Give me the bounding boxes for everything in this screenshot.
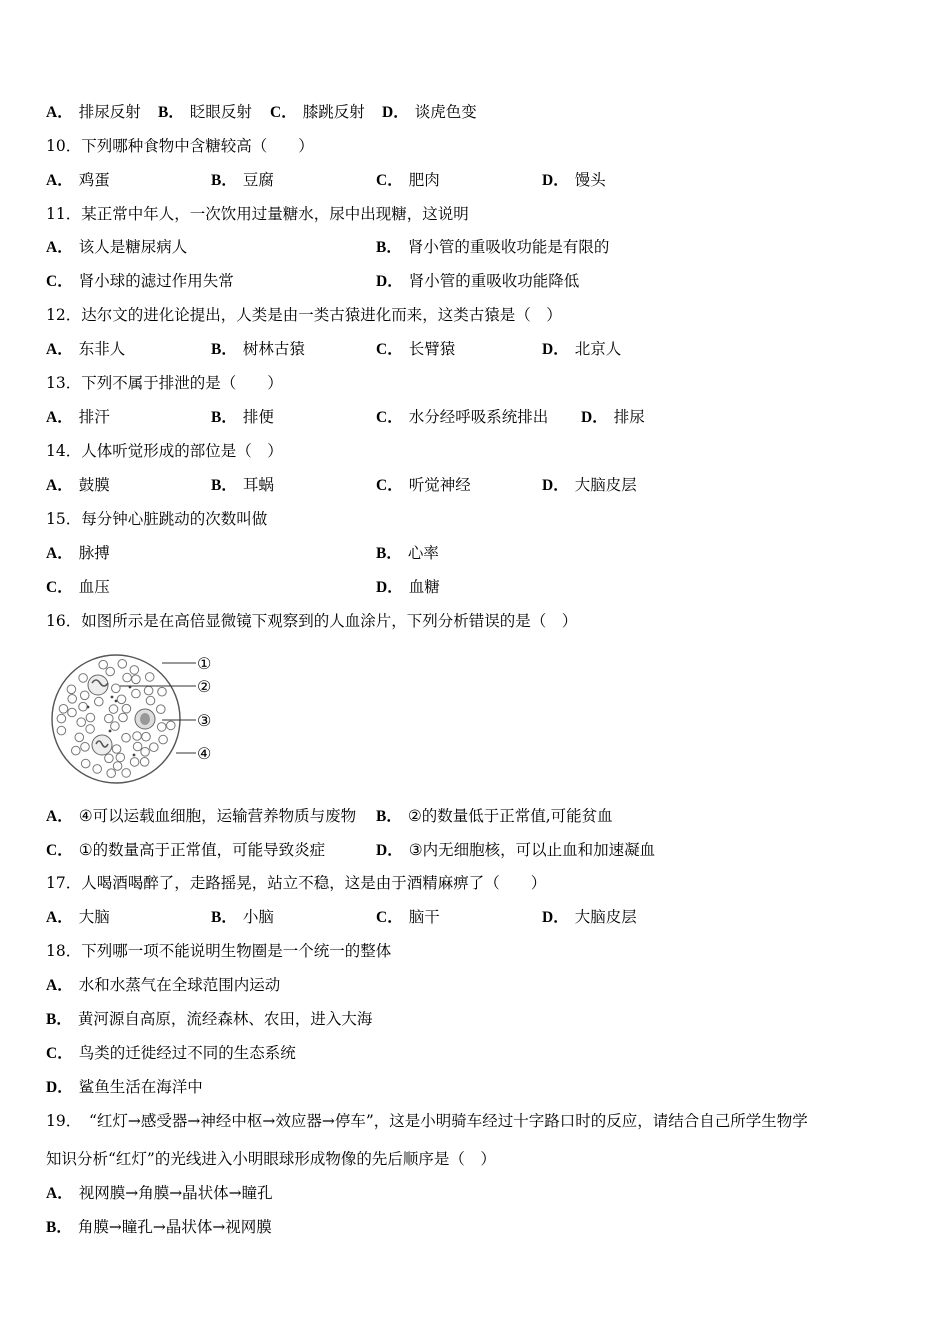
q12-option-d: D． 北京人 (542, 340, 622, 358)
q14-option-a: A． 鼓膜 (46, 476, 110, 494)
platelet (87, 706, 90, 709)
q17-option-d: D． 大脑皮层 (542, 908, 637, 926)
white-blood-cell-3 (92, 735, 112, 755)
q17-option-c: C． 脑干 (376, 908, 440, 926)
q16-stem: 16．如图所示是在高倍显微镜下观察到的人血涂片，下列分析错误的是（ ） (46, 612, 578, 630)
red-blood-cell (86, 713, 95, 722)
q10-options (46, 170, 906, 190)
q13-option-c: C． 水分经呼吸系统排出 (376, 408, 549, 426)
q19-stem-line1: 19． “红灯→感受器→神经中枢→效应器→停车”，这是小明骑车经过十字路口时的反应，请结合自己所学生物学 (46, 1112, 808, 1130)
red-blood-cell (68, 708, 77, 717)
q12-option-a: A． 东非人 (46, 340, 126, 358)
q16-option-d: D． ③内无细胞核，可以止血和加速凝血 (376, 841, 656, 859)
q16-options-row2 (46, 840, 906, 860)
q12-option-c: C． 长臂猿 (376, 340, 456, 358)
red-blood-cell (72, 746, 81, 755)
red-blood-cell (117, 695, 126, 704)
red-blood-cell (106, 667, 115, 676)
q17-stem: 17．人喝酒喝醉了，走路摇晃，站立不稳，这是由于酒精麻痹了（ ） (46, 874, 547, 892)
red-blood-cell (122, 704, 131, 713)
q16-option-a: A． ④可以运载血细胞，运输营养物质与废物 (46, 807, 357, 825)
q16-options-row1 (46, 806, 906, 826)
blood-smear-figure (50, 647, 220, 792)
q11-stem: 11．某正常中年人，一次饮用过量糖水，尿中出现糖，这说明 (46, 205, 469, 223)
red-blood-cell (105, 754, 114, 763)
red-blood-cell (116, 753, 125, 762)
red-blood-cell (132, 675, 141, 684)
red-blood-cell (118, 660, 127, 669)
q15-option-d: D． 血糖 (376, 578, 440, 596)
q10-option-c: C． 肥肉 (376, 171, 440, 189)
q11-option-a: A． 该人是糖尿病人 (46, 238, 188, 256)
q19-option-a: A． 视网膜→角膜→晶状体→瞳孔 (46, 1184, 273, 1202)
red-blood-cell (130, 758, 139, 767)
platelet (133, 754, 136, 757)
q12-option-b: B． 树林古猿 (211, 340, 305, 358)
red-blood-cell (145, 673, 154, 682)
red-blood-cell (77, 718, 86, 727)
q13-stem: 13．下列不属于排泄的是（ ） (46, 374, 283, 392)
red-blood-cell (146, 696, 155, 705)
red-blood-cell (68, 695, 77, 704)
q9-option-c: C． 膝跳反射 (270, 103, 365, 121)
q9-option-b: B． 眨眼反射 (158, 103, 252, 121)
red-blood-cell (122, 769, 131, 778)
red-blood-cell (132, 689, 141, 698)
red-blood-cell (113, 762, 122, 771)
red-blood-cell (81, 743, 90, 752)
q14-option-b: B． 耳蜗 (211, 476, 274, 494)
red-blood-cell (57, 726, 66, 735)
q17-option-a: A． 大脑 (46, 908, 110, 926)
q15-option-a: A． 脉搏 (46, 544, 110, 562)
red-blood-cell (112, 684, 121, 693)
q15-stem: 15．每分钟心脏跳动的次数叫做 (46, 510, 268, 528)
red-blood-cell (95, 697, 104, 706)
q10-option-d: D． 馒头 (542, 171, 606, 189)
red-blood-cell (67, 685, 76, 694)
q12-stem: 12．达尔文的进化论提出，人类是由一类古猿进化而来，这类古猿是（ ） (46, 306, 562, 324)
red-blood-cell (109, 705, 118, 714)
q9-options (46, 102, 906, 122)
red-blood-cell (141, 748, 150, 757)
red-blood-cell (119, 713, 128, 722)
q11-option-b: B． 肾小管的重吸收功能是有限的 (376, 238, 610, 256)
red-blood-cell (75, 733, 84, 742)
q10-option-a: A． 鸡蛋 (46, 171, 110, 189)
red-blood-cell (80, 691, 89, 700)
red-blood-cell (81, 759, 90, 768)
q15-option-b: B． 心率 (376, 544, 439, 562)
q16-option-c: C． ①的数量高于正常值，可能导致炎症 (46, 841, 326, 859)
figure-label-3: ③ (197, 711, 212, 730)
q14-option-d: D． 大脑皮层 (542, 476, 637, 494)
red-blood-cell (99, 660, 108, 669)
red-blood-cell (150, 743, 159, 752)
white-blood-cell-2 (135, 709, 155, 729)
red-blood-cell (111, 722, 120, 731)
platelet (115, 700, 118, 703)
q12-options (46, 339, 906, 359)
q9-option-a: A． 排尿反射 (46, 103, 141, 121)
red-blood-cell (107, 769, 116, 778)
red-blood-cell (86, 725, 95, 734)
red-blood-cell (105, 714, 114, 723)
q15-option-c: C． 血压 (46, 578, 110, 596)
red-blood-cell (144, 686, 153, 695)
q19-option-b: B． 角膜→瞳孔→晶状体→视网膜 (46, 1218, 272, 1236)
q14-option-c: C． 听觉神经 (376, 476, 471, 494)
q11-option-c: C． 肾小球的滤过作用失常 (46, 272, 234, 290)
q11-options-row1 (46, 237, 906, 257)
figure-label-1: ① (197, 654, 212, 673)
red-blood-cell (157, 723, 166, 732)
q9-option-d: D． 谈虎色变 (382, 103, 477, 121)
q17-options (46, 907, 906, 927)
red-blood-cell (157, 705, 166, 714)
red-blood-cell (133, 742, 142, 751)
q11-options-row2 (46, 271, 906, 291)
q18-option-b: B． 黄河源自高原，流经森林、农田，进入大海 (46, 1010, 373, 1028)
q10-option-b: B． 豆腐 (211, 171, 274, 189)
red-blood-cell (112, 745, 121, 754)
red-blood-cell (159, 735, 168, 744)
platelet (111, 696, 114, 699)
figure-label-2: ② (197, 677, 212, 696)
q15-options-row1 (46, 543, 906, 563)
q14-stem: 14．人体听觉形成的部位是（ ） (46, 442, 283, 460)
red-blood-cell (59, 705, 68, 714)
q10-stem: 10．下列哪种食物中含糖较高（ ） (46, 137, 314, 155)
red-blood-cell (158, 687, 167, 696)
red-blood-cell (79, 702, 88, 711)
q11-option-d: D． 肾小管的重吸收功能降低 (376, 272, 580, 290)
q18-stem: 18．下列哪一项不能说明生物圈是一个统一的整体 (46, 942, 392, 960)
q18-option-a: A． 水和水蒸气在全球范围内运动 (46, 976, 281, 994)
red-blood-cell (93, 765, 102, 774)
red-blood-cell (79, 674, 88, 683)
red-blood-cell (123, 673, 132, 682)
red-blood-cell (167, 721, 176, 730)
q13-option-b: B． 排便 (211, 408, 274, 426)
q19-stem-line2: 知识分析“红灯”的光线进入小明眼球形成物像的先后顺序是（ ） (46, 1150, 496, 1168)
q17-option-b: B． 小脑 (211, 908, 274, 926)
white-blood-cell-1 (88, 675, 108, 695)
q15-options-row2 (46, 577, 906, 597)
red-blood-cell (133, 732, 142, 741)
red-blood-cell (122, 733, 131, 742)
q13-options (46, 407, 906, 427)
red-blood-cell (142, 732, 151, 741)
red-blood-cell (57, 714, 66, 723)
figure-label-4: ④ (197, 744, 212, 763)
q14-options (46, 475, 906, 495)
q18-option-d: D． 鲨鱼生活在海洋中 (46, 1078, 203, 1096)
q13-option-d: D． 排尿 (581, 408, 645, 426)
red-blood-cell (130, 666, 139, 675)
red-blood-cell (140, 758, 149, 767)
q18-option-c: C． 鸟类的迁徙经过不同的生态系统 (46, 1044, 296, 1062)
platelet (109, 730, 112, 733)
q13-option-a: A． 排汗 (46, 408, 110, 426)
q16-option-b: B． ②的数量低于正常值,可能贫血 (376, 807, 613, 825)
